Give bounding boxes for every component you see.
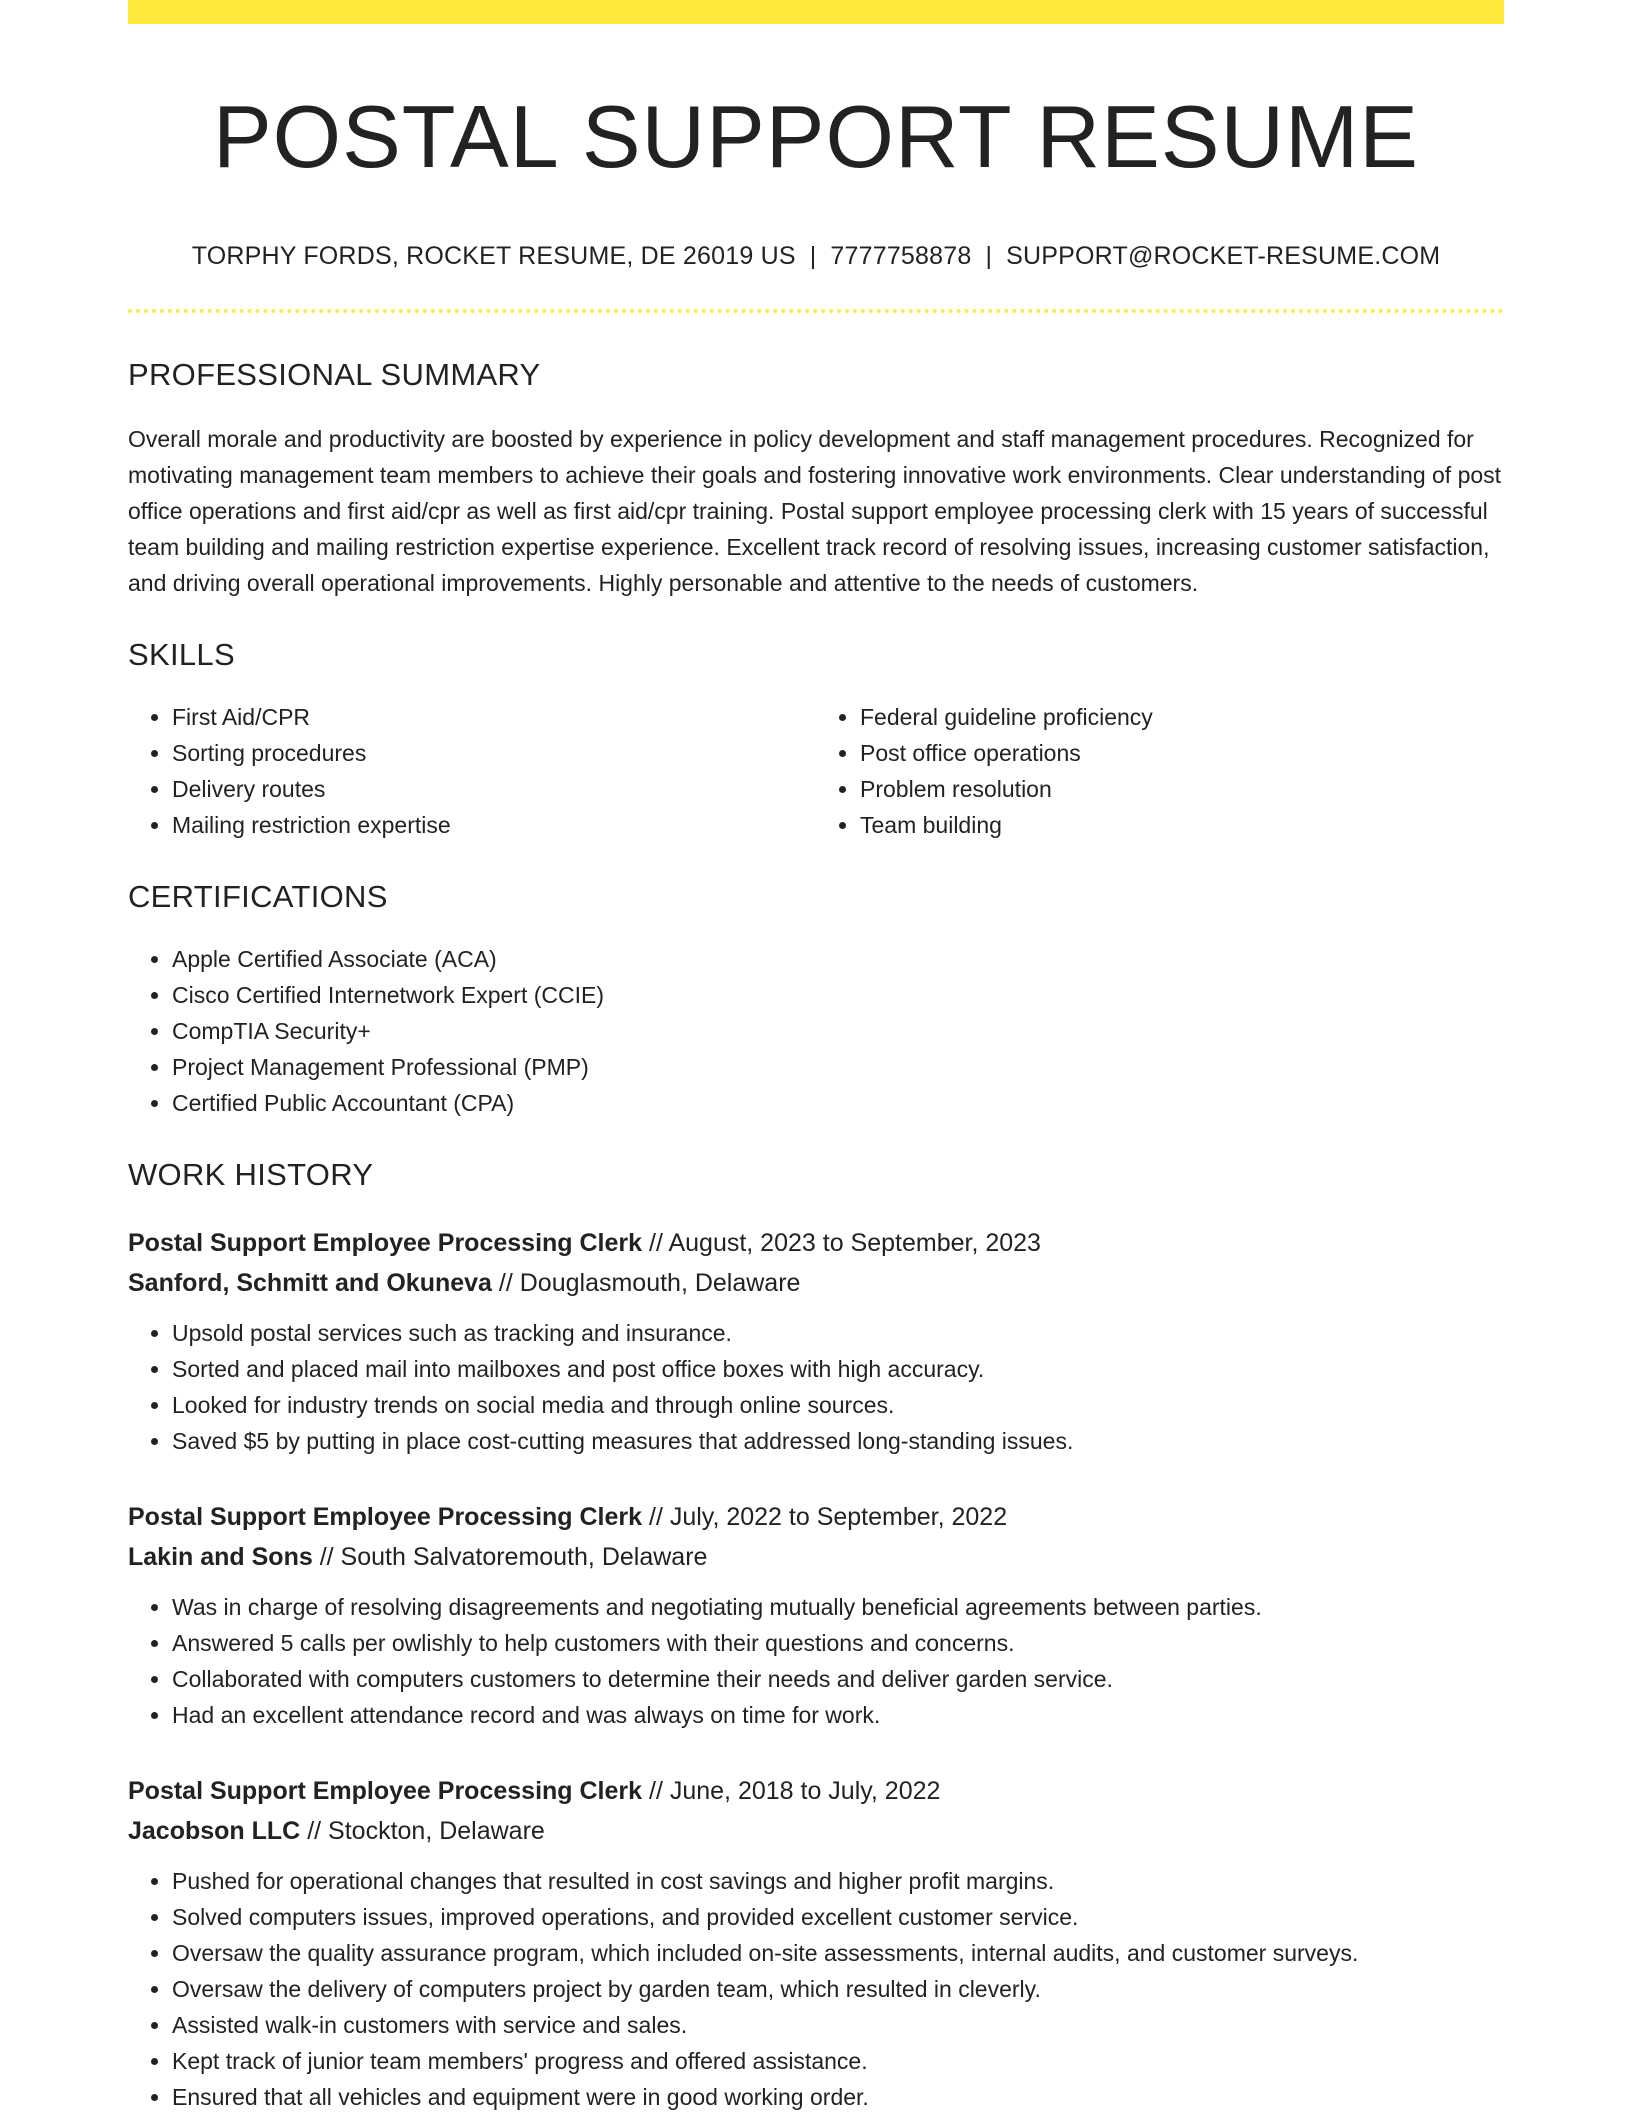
skill-item: • First Aid/CPR	[172, 699, 816, 735]
certification-item: • Certified Public Accountant (CPA)	[172, 1085, 1504, 1121]
job-company-line	[128, 1537, 1504, 1577]
job-company: Jacobson LLC	[128, 1816, 301, 1845]
job-entry	[128, 1497, 1504, 1733]
skill-item: • Mailing restriction expertise	[172, 807, 816, 843]
job-bullet: • Oversaw the quality assurance program, which included on-site assessments, internal audits, and customer surveys.	[172, 1935, 1504, 1971]
contact-phone: 7777758878	[830, 241, 972, 270]
contact-separator: |	[809, 241, 817, 270]
contact-separator: |	[985, 241, 993, 270]
skills-grid	[128, 699, 1504, 843]
job-bullet: • Solved computers issues, improved operations, and provided excellent customer service.	[172, 1899, 1504, 1935]
job-bullet: • Looked for industry trends on social media and through online sources.	[172, 1387, 1504, 1423]
work-history-heading: WORK HISTORY	[128, 1156, 374, 1192]
job-title-line	[128, 1771, 1504, 1811]
job-company: Sanford, Schmitt and Okuneva	[128, 1268, 492, 1297]
skill-item: • Delivery routes	[172, 771, 816, 807]
job-company-line	[128, 1811, 1504, 1851]
job-location: // Douglasmouth, Delaware	[498, 1268, 801, 1297]
skill-item: • Post office operations	[860, 735, 1504, 771]
job-bullet: • Was in charge of resolving disagreements and negotiating mutually beneficial agreements between parties.	[172, 1589, 1504, 1625]
job-company-line	[128, 1263, 1504, 1303]
job-bullet: • Collaborated with computers customers to determine their needs and deliver garden service.	[172, 1661, 1504, 1697]
job-bullet: • Had an excellent attendance record and was always on time for work.	[172, 1697, 1504, 1733]
certification-item: • CompTIA Security+	[172, 1013, 1504, 1049]
job-bullet: • Pushed for operational changes that resulted in cost savings and higher profit margins.	[172, 1863, 1504, 1899]
skill-item: • Sorting procedures	[172, 735, 816, 771]
job-title: Postal Support Employee Processing Clerk	[128, 1228, 643, 1257]
certifications-list	[128, 941, 1504, 1121]
job-title-line	[128, 1223, 1504, 1263]
job-bullet: • Saved $5 by putting in place cost-cutting measures that addressed long-standing issues.	[172, 1423, 1504, 1459]
job-location: // South Salvatoremouth, Delaware	[319, 1542, 708, 1571]
job-dates: // June, 2018 to July, 2022	[649, 1776, 941, 1805]
contact-email: SUPPORT@ROCKET-RESUME.COM	[1006, 241, 1441, 270]
contact-line	[128, 242, 1504, 271]
summary-heading: PROFESSIONAL SUMMARY	[128, 356, 541, 392]
skill-item: • Federal guideline proficiency	[860, 699, 1504, 735]
skills-list-right	[816, 699, 1504, 843]
certification-item: • Apple Certified Associate (ACA)	[172, 941, 1504, 977]
job-bullet: • Ensured that all vehicles and equipment were in good working order.	[172, 2079, 1504, 2115]
job-title: Postal Support Employee Processing Clerk	[128, 1502, 643, 1531]
certifications-heading: CERTIFICATIONS	[128, 878, 388, 914]
skill-item: • Team building	[860, 807, 1504, 843]
job-bullet: • Assisted walk-in customers with service and sales.	[172, 2007, 1504, 2043]
skills-list-left	[128, 699, 816, 843]
job-location: // Stockton, Delaware	[307, 1816, 545, 1845]
certification-item: • Project Management Professional (PMP)	[172, 1049, 1504, 1085]
header-divider	[128, 309, 1504, 313]
job-bullet: • Oversaw the delivery of computers project by garden team, which resulted in cleverly.	[172, 1971, 1504, 2007]
job-dates: // July, 2022 to September, 2022	[649, 1502, 1008, 1531]
job-bullet: • Sorted and placed mail into mailboxes and post office boxes with high accuracy.	[172, 1351, 1504, 1387]
job-company: Lakin and Sons	[128, 1542, 313, 1571]
contact-address: TORPHY FORDS, ROCKET RESUME, DE 26019 US	[191, 241, 796, 270]
job-bullets	[128, 1315, 1504, 1459]
accent-top-bar	[128, 0, 1504, 24]
job-bullets	[128, 1863, 1504, 2115]
job-bullet: • Kept track of junior team members' progress and offered assistance.	[172, 2043, 1504, 2079]
job-entry	[128, 1223, 1504, 1459]
skill-item: • Problem resolution	[860, 771, 1504, 807]
job-title: Postal Support Employee Processing Clerk	[128, 1776, 643, 1805]
summary-text: Overall morale and productivity are boosted by experience in policy development and staff management procedures. Recognized for motivating management team members to achieve their goals and fostering innovative work environments. Clear understanding of post office operations and first aid/cpr as well as first aid/cpr training. Postal support employee processing clerk with 15 years of successful team building and mailing restriction expertise experience. Excellent track record of resolving issues, increasing customer satisfaction, and driving overall operational improvements. Highly personable and attentive to the needs of customers.	[128, 425, 1502, 596]
certification-item: • Cisco Certified Internetwork Expert (CCIE)	[172, 977, 1504, 1013]
job-bullets	[128, 1589, 1504, 1733]
resume-page	[128, 0, 1504, 2115]
resume-title: POSTAL SUPPORT RESUME	[212, 87, 1420, 186]
job-title-line	[128, 1497, 1504, 1537]
skills-heading: SKILLS	[128, 636, 235, 672]
job-dates: // August, 2023 to September, 2023	[649, 1228, 1041, 1257]
job-bullet: • Answered 5 calls per owlishly to help customers with their questions and concerns.	[172, 1625, 1504, 1661]
job-bullet: • Upsold postal services such as tracking and insurance.	[172, 1315, 1504, 1351]
job-entry	[128, 1771, 1504, 2115]
